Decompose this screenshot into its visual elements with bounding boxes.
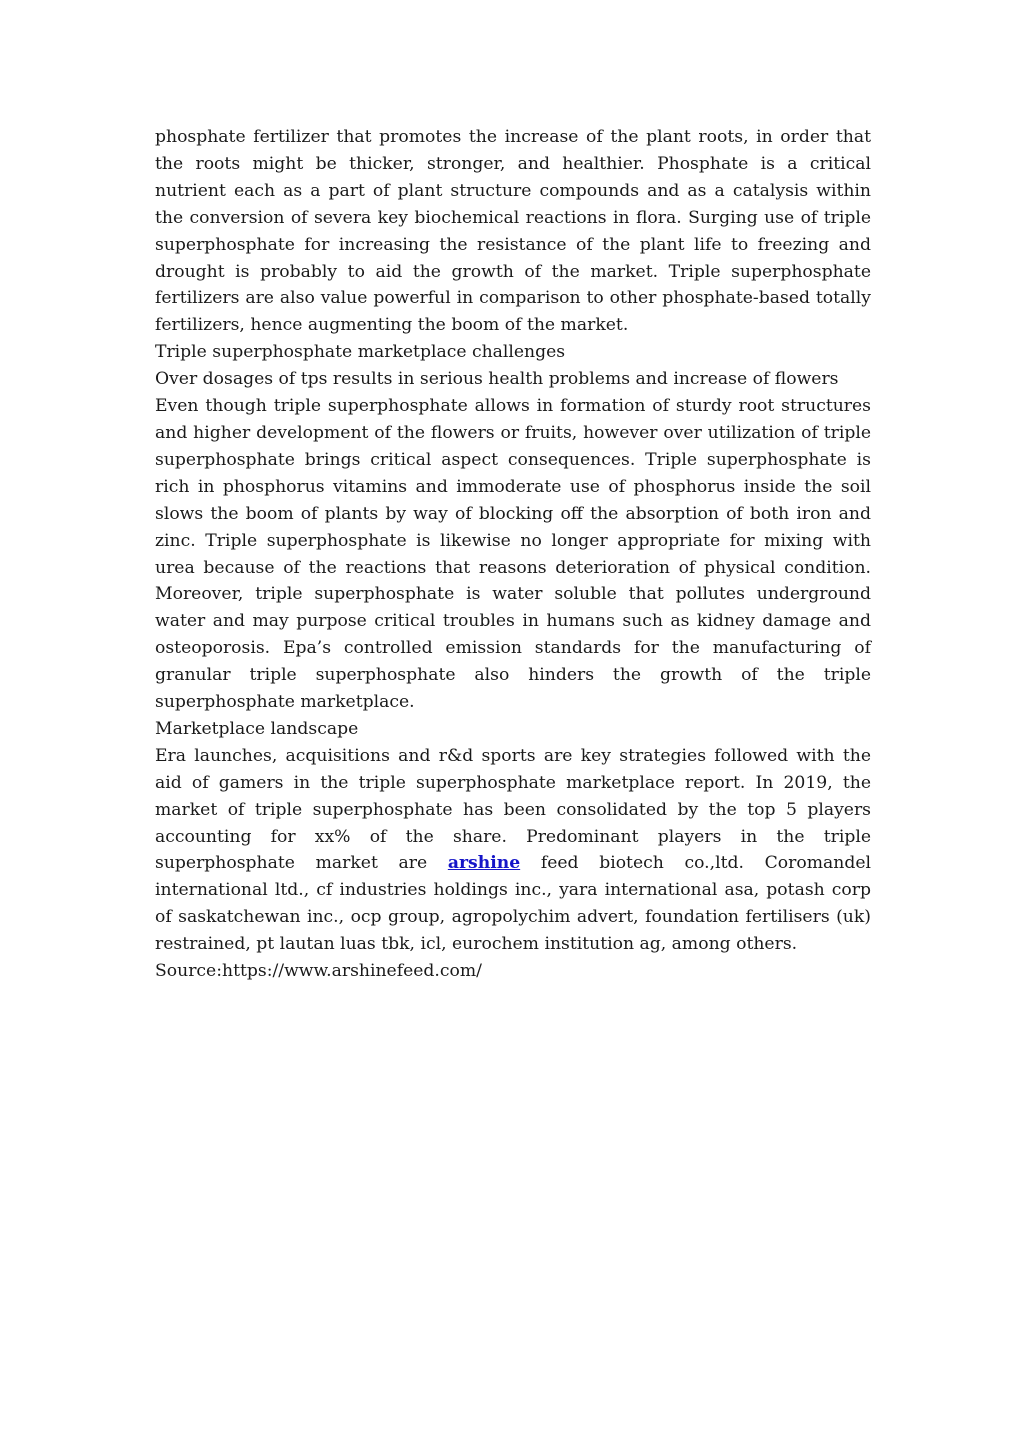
paragraph-key-players [155, 743, 871, 958]
heading-landscape: Marketplace landscape [155, 718, 359, 739]
subheading-overdose: Over dosages of tps results in serious health problems and increase of flowers [155, 369, 839, 390]
document-body [155, 124, 871, 985]
source-line: Source:https://www.arshinefeed.com/ [155, 961, 482, 982]
paragraph-key-players-text-2: feed biotech co.,ltd. Coromandel international ltd., cf industries holdings inc., yara international asa, potash corp of saskatchewan inc., ocp group, agropolychim advert, foundation fertilisers (uk) restrained, pt lautan luas tbk, icl, eurochem institution ag, among others. [155, 853, 871, 955]
arshine-link[interactable]: arshine [447, 853, 521, 874]
heading-challenges: Triple superphosphate marketplace challenges [155, 342, 566, 363]
paragraph-side-effects: Even though triple superphosphate allows in formation of sturdy root structures and higher development of the flowers or fruits, however over utilization of triple superphosphate brings critical aspect consequences. Triple superphosphate is rich in phosphorus vitamins and immoderate use of phosphorus inside the soil slows the boom of plants by way of blocking off the absorption of both iron and zinc. Triple superphosphate is likewise no longer appropriate for mixing with urea because of the reactions that reasons deterioration of physical condition. Moreover, triple superphosphate is water soluble that pollutes underground water and may purpose critical troubles in humans such as kidney damage and osteoporosis. Epa’s controlled emission standards for the manufacturing of granular triple superphosphate also hinders the growth of the triple superphosphate marketplace. [155, 396, 871, 713]
paragraph-key-players-text-1: Era launches, acquisitions and r&d sports are key strategies followed with the aid of gamers in the triple superphosphate marketplace report. In 2019, the market of triple superphosphate has been consolidated by the top 5 players accounting for xx% of the share. Predominant players in the triple superphosphate market are [155, 745, 871, 874]
paragraph-benefits: phosphate fertilizer that promotes the increase of the plant roots, in order that the roots might be thicker, stronger, and healthier. Phosphate is a critical nutrient each as a part of plant structure compounds and as a catalysis within the conversion of severa key biochemical reactions in flora. Surging use of triple superphosphate for increasing the resistance of the plant life to freezing and drought is probably to aid the growth of the market. Triple superphosphate fertilizers are also value powerful in comparison to other phosphate-based totally fertilizers, hence augmenting the boom of the market. [155, 127, 871, 336]
